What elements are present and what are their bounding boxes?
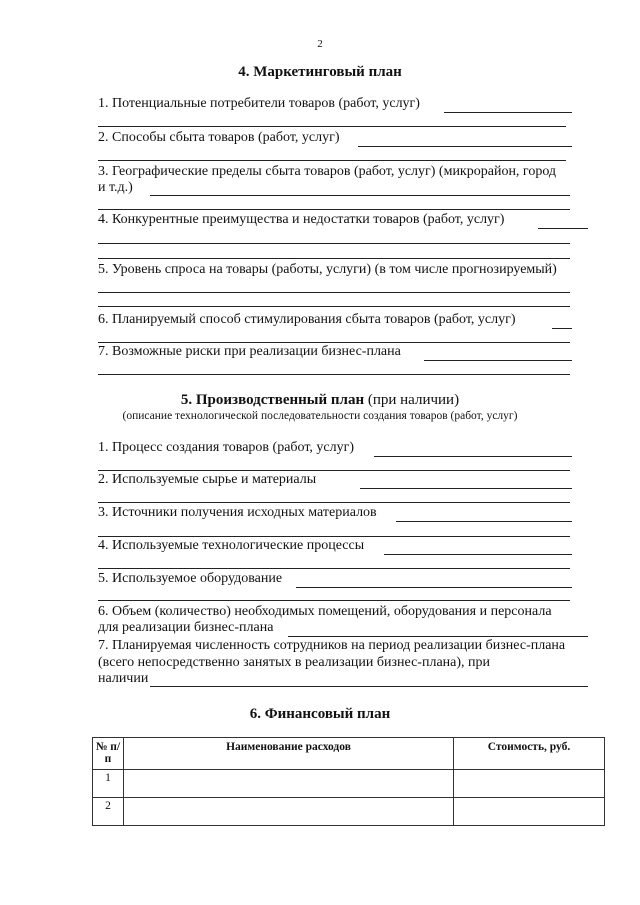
section4-title: 4. Маркетинговый план bbox=[238, 64, 402, 80]
s5-line[interactable] bbox=[98, 502, 570, 503]
s4-line[interactable] bbox=[98, 374, 570, 375]
section6-title: 6. Финансовый план bbox=[249, 706, 391, 722]
s4-line[interactable] bbox=[98, 258, 570, 259]
s4-line[interactable] bbox=[98, 342, 570, 343]
s4-line[interactable] bbox=[98, 160, 566, 161]
s5-line[interactable] bbox=[396, 521, 572, 522]
s5-item-7: 7. Планируемая численность сотрудников на период реализации бизнес-плана bbox=[98, 638, 566, 653]
s4-line[interactable] bbox=[98, 292, 570, 293]
s5-line[interactable] bbox=[98, 470, 570, 471]
s5-line[interactable] bbox=[374, 456, 572, 457]
row-number: 2 bbox=[93, 798, 124, 826]
col-expense-name-header: Наименование расходов bbox=[124, 738, 454, 770]
s4-line[interactable] bbox=[98, 306, 570, 307]
s5-item-4: 4. Используемые технологические процессы bbox=[98, 538, 365, 553]
s4-line[interactable] bbox=[552, 328, 572, 329]
col-number-header: № п/п bbox=[93, 738, 124, 770]
expense-name-cell[interactable] bbox=[124, 798, 454, 826]
s4-item-1: 1. Потенциальные потребители товаров (работ, услуг) bbox=[98, 96, 420, 111]
row-number: 1 bbox=[93, 770, 124, 798]
cost-cell[interactable] bbox=[454, 798, 605, 826]
cost-cell[interactable] bbox=[454, 770, 605, 798]
s5-line[interactable] bbox=[384, 554, 572, 555]
s4-item-5: 5. Уровень спроса на товары (работы, услуги) (в том числе прогнозируемый) bbox=[98, 262, 557, 277]
s5-item-1: 1. Процесс создания товаров (работ, услуг) bbox=[98, 440, 355, 455]
s4-line[interactable] bbox=[358, 146, 572, 147]
table-row bbox=[93, 770, 605, 798]
s5-item-6-cont: для реализации бизнес-плана bbox=[98, 620, 274, 635]
s4-line[interactable] bbox=[98, 243, 570, 244]
table-row bbox=[93, 798, 605, 826]
s4-line[interactable] bbox=[444, 112, 572, 113]
s4-item-2: 2. Способы сбыта товаров (работ, услуг) bbox=[98, 130, 340, 145]
s5-item-7-cont: (всего непосредственно занятых в реализации бизнес-плана), при bbox=[98, 655, 491, 670]
s5-item-6: 6. Объем (количество) необходимых помещений, оборудования и персонала bbox=[98, 604, 552, 619]
section5-title: 5. Производственный план bbox=[180, 392, 365, 408]
s4-item-3-cont: и т.д.) bbox=[98, 180, 133, 195]
page-number: 2 bbox=[317, 38, 323, 50]
financial-table bbox=[92, 737, 605, 826]
s5-line[interactable] bbox=[98, 536, 570, 537]
section5-subtitle: (описание технологической последовательности создания товаров (работ, услуг) bbox=[122, 410, 518, 422]
s5-item-3: 3. Источники получения исходных материалов bbox=[98, 505, 377, 520]
expense-name-cell[interactable] bbox=[124, 770, 454, 798]
s5-line[interactable] bbox=[98, 600, 570, 601]
s5-line[interactable] bbox=[98, 568, 570, 569]
table-header-row bbox=[93, 738, 605, 770]
s5-item-2: 2. Используемые сырье и материалы bbox=[98, 472, 317, 487]
s4-item-4: 4. Конкурентные преимущества и недостатки товаров (работ, услуг) bbox=[98, 212, 505, 227]
s4-line[interactable] bbox=[98, 209, 570, 210]
section5-title-suffix: (при наличии) bbox=[367, 392, 460, 408]
s4-line[interactable] bbox=[150, 195, 570, 196]
s5-item-5: 5. Используемое оборудование bbox=[98, 571, 283, 586]
s5-item-7-end: наличии bbox=[98, 671, 149, 686]
s5-line[interactable] bbox=[360, 488, 572, 489]
s5-line[interactable] bbox=[150, 686, 588, 687]
s4-item-3: 3. Географические пределы сбыта товаров (работ, услуг) (микрорайон, город bbox=[98, 164, 557, 179]
s4-item-6: 6. Планируемый способ стимулирования сбыта товаров (работ, услуг) bbox=[98, 312, 516, 327]
s4-line[interactable] bbox=[538, 228, 588, 229]
s5-line[interactable] bbox=[296, 587, 572, 588]
s4-line[interactable] bbox=[424, 360, 572, 361]
col-cost-header: Стоимость, руб. bbox=[454, 738, 605, 770]
s4-line[interactable] bbox=[98, 126, 566, 127]
s5-line[interactable] bbox=[288, 636, 588, 637]
s4-item-7: 7. Возможные риски при реализации бизнес-плана bbox=[98, 344, 401, 359]
section5-heading bbox=[0, 392, 640, 409]
